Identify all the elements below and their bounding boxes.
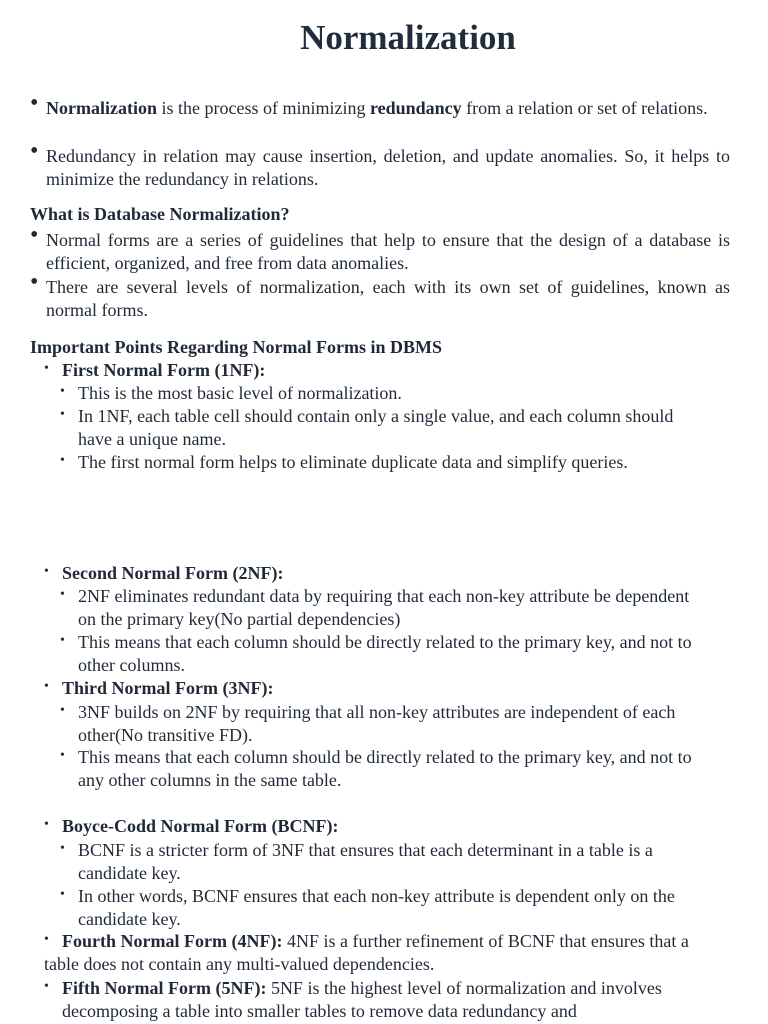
bullet-icon: • [44, 679, 49, 694]
bcnf-item [44, 815, 744, 838]
list-item [60, 382, 710, 405]
list-item-text: This is the most basic level of normalization. [78, 383, 402, 403]
term-redundancy: redundancy [369, 98, 462, 118]
bullet-icon: • [60, 407, 65, 422]
list-item-text [62, 977, 724, 1023]
bullet-icon: • [44, 979, 49, 994]
bullet-icon: • [60, 748, 65, 763]
nf2-item [44, 562, 744, 585]
list-item-text: This means that each column should be directly related to the primary key, and not to any other columns in the same table. [78, 747, 692, 790]
text-span: 4NF is a further refinement of BCNF that ensures that a table does not contain any multi-valued dependencies. [44, 931, 689, 974]
list-item-text: 3NF builds on 2NF by requiring that all non-key attributes are independent of each other(No transitive FD). [78, 702, 676, 745]
bullet-icon: • [60, 453, 65, 468]
list-item-text: The first normal form helps to eliminate duplicate data and simplify queries. [78, 452, 628, 472]
term-normalization: Normalization [46, 98, 157, 118]
nf3-item [44, 677, 744, 700]
bullet-icon: • [60, 703, 65, 718]
nf4-title: Fourth Normal Form (4NF): [62, 931, 283, 951]
section-heading-what: What is Database Normalization? [30, 204, 290, 224]
list-item [30, 138, 730, 191]
bullet-icon: • [44, 564, 49, 579]
list-item [60, 746, 720, 792]
text-span: is the process of minimizing [156, 98, 370, 118]
bullet-icon: • [60, 633, 65, 648]
list-item [60, 885, 725, 931]
list-item-text: There are several levels of normalization, each with its own set of guidelines, known as normal forms. [46, 277, 730, 320]
list-item-text: In 1NF, each table cell should contain only a single value, and each column should have a unique name. [78, 406, 674, 449]
nf4-item [44, 930, 720, 976]
list-item-text: Redundancy in relation may cause insertion, deletion, and update anomalies. So, it helps to minimize the redundancy in relations. [46, 146, 730, 189]
bullet-icon: • [30, 138, 39, 164]
list-item [30, 269, 730, 322]
list-item-text: BCNF is a stricter form of 3NF that ensures that each determinant in a table is a candidate key. [78, 840, 653, 883]
bullet-icon: • [30, 90, 39, 116]
list-item [60, 405, 710, 451]
nf1-item [44, 359, 744, 382]
list-item [30, 222, 730, 275]
list-item [60, 451, 740, 474]
bullet-icon: • [44, 361, 49, 376]
bullet-icon: • [60, 587, 65, 602]
nf2-title: Second Normal Form (2NF): [62, 563, 284, 583]
list-item-text: Normal forms are a series of guidelines that help to ensure that the design of a database is efficient, organized, and free from data anomalies. [46, 230, 730, 273]
nf3-title: Third Normal Form (3NF): [62, 678, 274, 698]
bullet-icon: • [60, 841, 65, 856]
list-item [60, 631, 720, 677]
bullet-icon: • [60, 887, 65, 902]
bullet-icon: • [30, 269, 39, 295]
list-item-text: This means that each column should be directly related to the primary key, and not to other columns. [78, 632, 692, 675]
section-heading-points: Important Points Regarding Normal Forms in DBMS [30, 337, 442, 357]
list-item [60, 585, 710, 631]
list-item [60, 839, 725, 885]
list-item-text: 2NF eliminates redundant data by requiring that each non-key attribute be dependent on the primary key(No partial dependencies) [78, 586, 690, 629]
list-item-text [44, 930, 720, 976]
text-span: 5NF is the highest level of normalization and involves decomposing a table into smaller tables to remove data redundancy and [62, 978, 662, 1021]
text-span: from a relation or set of relations. [461, 98, 708, 118]
bcnf-title: Boyce-Codd Normal Form (BCNF): [62, 816, 339, 836]
list-item [30, 90, 730, 120]
page-title: Normalization [300, 18, 516, 57]
bullet-icon: • [44, 932, 49, 947]
bullet-icon: • [30, 222, 39, 248]
bullet-icon: • [44, 817, 49, 832]
nf5-title: Fifth Normal Form (5NF): [62, 978, 267, 998]
list-item-text [46, 97, 730, 120]
nf5-item [44, 977, 724, 1023]
list-item [60, 701, 720, 747]
nf1-title: First Normal Form (1NF): [62, 360, 266, 380]
bullet-icon: • [60, 384, 65, 399]
list-item-text: In other words, BCNF ensures that each non-key attribute is dependent only on the candidate key. [78, 886, 675, 929]
